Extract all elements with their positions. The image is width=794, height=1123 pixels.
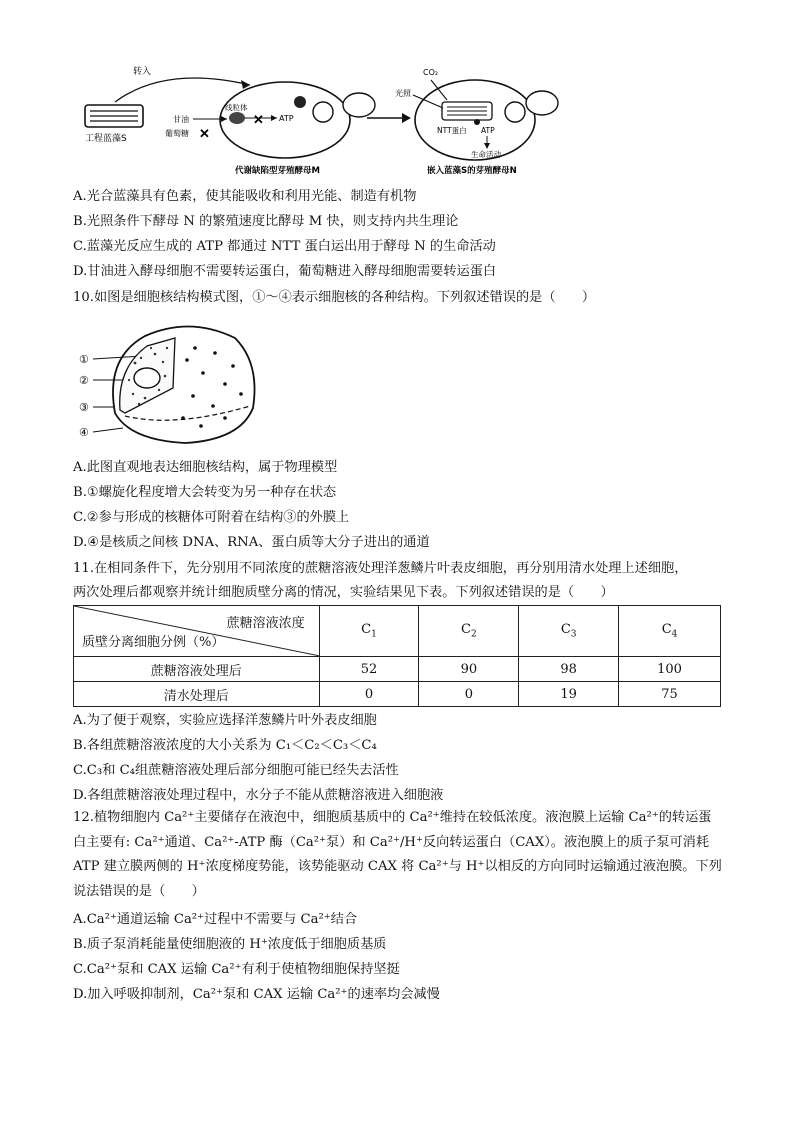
q11-option-a: A.为了便于观察，实验应选择洋葱鳞片叶外表皮细胞 [73,713,377,728]
table-cell: 52 [319,657,419,682]
nucleus-figure [75,318,260,448]
header-concentration: 蔗糖溶液浓度 [226,616,305,631]
q12-option-c: C.Ca²⁺泵和 CAX 运输 Ca²⁺有利于使植物细胞保持坚挺 [73,962,400,977]
label-engineered: 工程蓝藻S [85,134,127,144]
table-cell: 19 [519,682,619,707]
yeast-m-cell [220,82,375,158]
blocked-x-icon: ✕ [199,127,210,142]
q9-option-b: B.光照条件下酵母 N 的繁殖速度比酵母 M 快，则支持内共生理论 [73,214,459,229]
label-atp-left: ATP [279,114,294,123]
column-header: $C_1$ [319,606,419,657]
row-label: 蔗糖溶液处理后 [74,657,320,682]
engineered-cyanobacterium [85,105,143,127]
plasmolysis-table [73,605,721,707]
table-cell: 90 [419,657,519,682]
table-cell: 75 [619,682,721,707]
q12-stem: 12.植物细胞内 Ca²⁺主要储存在液泡中，细胞质基质中的 Ca²⁺维持在较低浓度。液泡膜上运输 Ca²⁺的转运蛋白主要有: Ca²⁺通道、Ca²⁺-ATP 酶（Ca²⁺泵）和 Ca²⁺/H⁺反向转运蛋白（CAX）。液泡膜上的质子泵可消耗 ATP 建立膜两侧的 H⁺浓度梯度势能，该势能驱动 CAX 将 Ca²⁺与 H⁺以相反的方向同时运输通过液泡膜。下列说法错误的是（ ） [73,810,722,899]
label-ntt: NTT蛋白 [437,126,467,135]
nucleus-label-2: ② [79,374,89,387]
endosymbiosis-figure [75,60,575,185]
q10-option-a: A.此图直观地表达细胞核结构，属于物理模型 [73,460,338,475]
q12-option-d: D.加入呼吸抑制剂，Ca²⁺泵和 CAX 运输 Ca²⁺的速率均会减慢 [73,987,440,1002]
column-header: $C_4$ [619,606,721,657]
q11-stem-line1: 11.在相同条件下，先分别用不同浓度的蔗糖溶液处理洋葱鳞片叶表皮细胞，再分别用清水处理上述细胞， [73,561,688,576]
q11-option-c: C.C₃和 C₄组蔗糖溶液处理后部分细胞可能已经失去活性 [73,763,399,778]
q9-option-a: A.光合蓝藻具有色素，使其能吸收和利用光能、制造有机物 [73,189,417,204]
nucleus-label-3: ③ [79,401,89,414]
label-life: 生命活动 [471,150,501,159]
q10-option-c: C.②参与形成的核糖体可附着在结构③的外膜上 [73,510,350,525]
column-header: $C_2$ [419,606,519,657]
table-cell: 0 [319,682,419,707]
q11-stem-line2: 两次处理后都观察并统计细胞质壁分离的情况，实验结果见下表。下列叙述错误的是（ ） [73,585,614,600]
label-glucose: 葡萄糖 [165,129,189,138]
q10-option-d: D.④是核质之间核 DNA、RNA、蛋白质等大分子进出的通道 [73,535,430,550]
table-cell: 98 [519,657,619,682]
nucleus-label-4: ④ [79,426,89,439]
caption-yeast-n: 嵌入蓝藻S的芽殖酵母N [427,166,517,176]
q10-option-b: B.①螺旋化程度增大会转变为另一种存在状态 [73,485,337,500]
q12-option-a: A.Ca²⁺通道运输 Ca²⁺过程中不需要与 Ca²⁺结合 [73,912,358,927]
label-mito: 线粒体 [225,103,248,112]
q12-option-b: B.质子泵消耗能量使细胞液的 H⁺浓度低于细胞质基质 [73,937,387,952]
label-transfer: 转入 [133,67,152,77]
q9-option-d: D.甘油进入酵母细胞不需要转运蛋白，葡萄糖进入酵母细胞需要转运蛋白 [73,264,497,279]
label-co2: CO₂ [423,68,439,77]
caption-yeast-m: 代谢缺陷型芽殖酵母M [235,166,320,176]
q10-stem: 10.如图是细胞核结构模式图，①～④表示细胞核的各种结构。下列叙述错误的是（ ） [73,290,596,305]
label-glycerol: 甘油 [173,115,189,124]
column-header: $C_3$ [519,606,619,657]
q11-option-d: D.各组蔗糖溶液处理过程中，水分子不能从蔗糖溶液进入细胞液 [73,788,444,803]
blocked-x-icon: ✕ [253,113,264,128]
table-corner-header [74,606,320,657]
header-percentage: 质壁分离细胞分例（%） [82,635,225,650]
nucleus-label-1: ① [79,353,89,366]
table-cell: 0 [419,682,519,707]
q9-option-c: C.蓝藻光反应生成的 ATP 都通过 NTT 蛋白运出用于酵母 N 的生命活动 [73,239,496,254]
label-atp-right: ATP [481,126,495,135]
label-light: 光照 [395,89,411,98]
q11-option-b: B.各组蔗糖溶液浓度的大小关系为 C₁＜C₂＜C₃＜C₄ [73,738,377,753]
table-cell: 100 [619,657,721,682]
row-label: 清水处理后 [74,682,320,707]
